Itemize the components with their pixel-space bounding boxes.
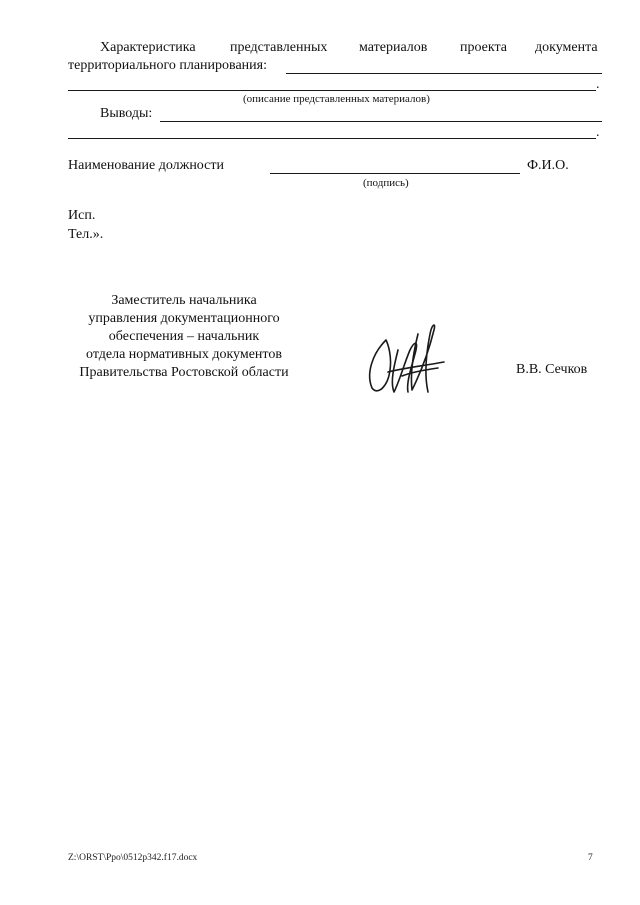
- executor-label: Исп.: [68, 208, 96, 223]
- char-word-4: проекта: [460, 40, 507, 55]
- char-word-3: материалов: [359, 40, 428, 55]
- signature-line: [270, 173, 520, 174]
- signatory-title-line: отдела нормативных документов: [86, 347, 282, 362]
- conclusions-label: Выводы:: [100, 106, 153, 121]
- materials-fill-line-2: [68, 90, 596, 91]
- materials-line-period: .: [596, 77, 600, 92]
- signatory-title-line: обеспечения – начальник: [108, 329, 260, 344]
- conclusions-line-period: .: [596, 125, 600, 140]
- territorial-planning-label: территориального планирования:: [68, 58, 267, 73]
- conclusions-fill-line-2: [68, 138, 596, 139]
- char-word-2: представленных: [230, 40, 328, 55]
- position-name-label: Наименование должности: [68, 158, 224, 173]
- fio-label: Ф.И.О.: [527, 158, 569, 173]
- signatory-title-line: Правительства Ростовской области: [79, 365, 289, 380]
- phone-label: Тел.».: [68, 227, 104, 242]
- signatory-title: [50, 292, 318, 382]
- char-word-1: Характеристика: [100, 40, 196, 55]
- signatory-title-line: Заместитель начальника: [111, 293, 257, 308]
- signatory-name: В.В. Сечков: [516, 362, 588, 377]
- page-number: 7: [588, 853, 593, 863]
- materials-fill-line-1: [286, 73, 602, 74]
- materials-description-caption: (описание представленных материалов): [243, 93, 430, 105]
- file-path: Z:\ORST\Ppo\0512p342.f17.docx: [68, 853, 198, 863]
- conclusions-fill-line-1: [160, 121, 602, 122]
- handwritten-signature: [358, 310, 450, 398]
- signatory-title-line: управления документационного: [88, 311, 280, 326]
- signature-caption: (подпись): [363, 177, 409, 189]
- char-word-5: документа: [535, 40, 598, 55]
